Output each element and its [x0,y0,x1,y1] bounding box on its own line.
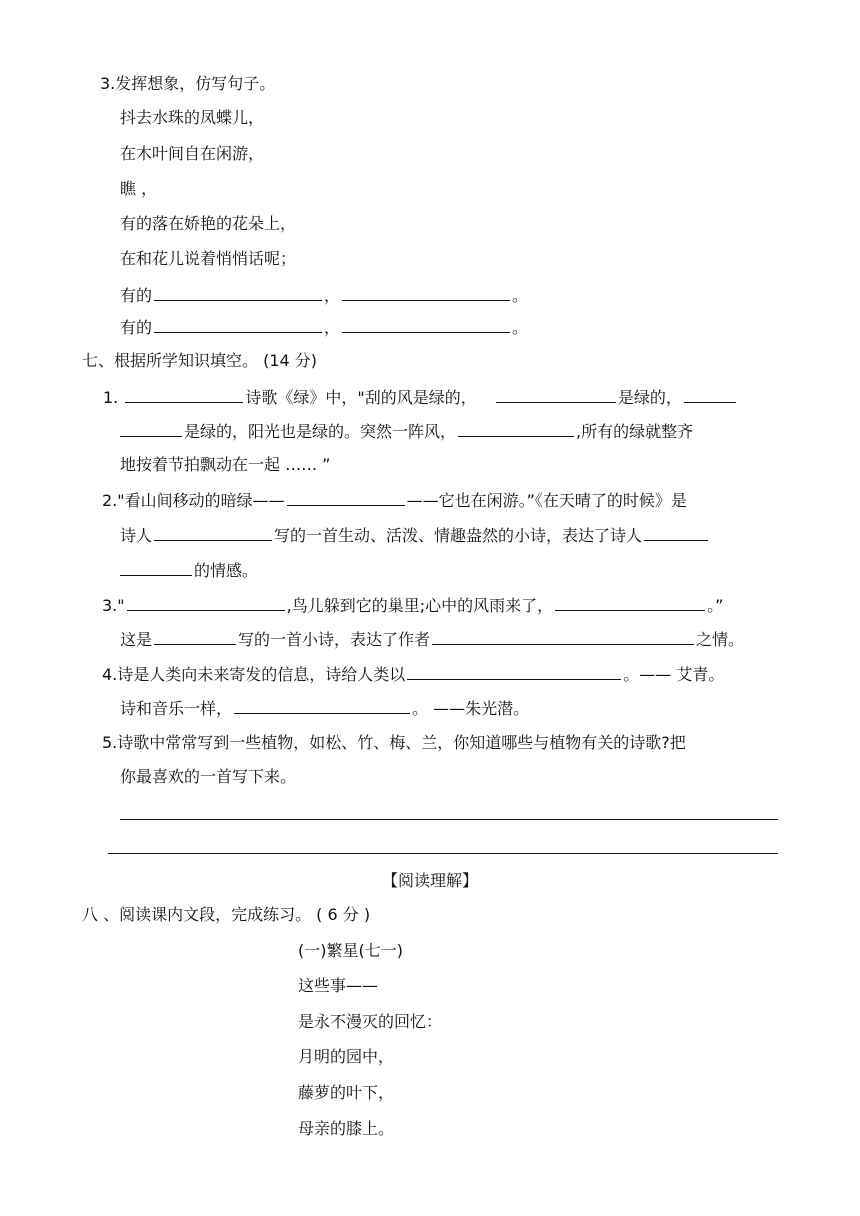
q-number: 1. [103,388,119,407]
text: 是绿的， [617,388,682,407]
poem-line-3: 月明的园中， [298,1047,395,1066]
q3-fill-row-1 [120,284,528,306]
answer-blank[interactable] [154,284,322,301]
poem-line-4: 藤萝的叶下， [298,1083,395,1102]
section-8-title: 八 、阅读课内文段，完成练习。 ( 6 分 ) [82,905,371,924]
text: 这是 [120,630,153,649]
answer-blank[interactable] [120,559,192,576]
text: ,所有的绿就整齐 [576,422,694,441]
answer-blank[interactable] [154,524,272,541]
text: 的情感。 [194,561,259,580]
answer-blank[interactable] [127,594,285,611]
text: ,鸟儿躲到它的巢里;心中的风雨来了， [286,596,554,615]
poem-line-2: 是永不漫灭的回忆： [298,1012,443,1031]
answer-blank[interactable] [342,284,510,301]
s7-q5-line-2: 你最喜欢的一首写下来。 [120,767,297,786]
text: 写的一首小诗，表达了作者 [238,630,431,649]
poem-title: (一)繁星(七一) [298,941,403,960]
text: 。” [707,596,724,615]
s7-q4-line-2 [120,697,529,719]
answer-blank[interactable] [496,386,616,403]
poem-line-1: 这些事—— [298,976,379,995]
s7-q5-line-1: 5.诗歌中常常写到一些植物，如松、竹、梅、兰，你知道哪些与植物有关的诗歌?把 [102,733,686,752]
text: 是绿的，阳光也是绿的。突然一阵风， [184,422,457,441]
s7-q2-line-1 [102,489,687,511]
poem-line-5: 母亲的膝上。 [298,1119,395,1138]
s7-q3-line-1 [102,594,723,616]
s7-q2-line-3 [120,559,258,581]
answer-blank[interactable] [644,524,708,541]
answer-blank[interactable] [154,628,236,645]
s7-q3-line-2 [120,628,744,650]
text: ——它也在闲游。”《在天晴了的时候》是 [406,491,687,510]
answer-blank[interactable] [684,386,736,403]
youde-label: 有的 [120,286,153,305]
text: 诗和音乐一样， [120,699,233,718]
comma: ， [324,286,341,305]
answer-line[interactable] [120,819,778,820]
q3-title: 3.发挥想象，仿写句子。 [100,74,276,93]
q3-line-3: 瞧 ， [120,179,158,198]
answer-blank[interactable] [432,628,694,645]
answer-blank[interactable] [120,420,182,437]
s7-q1-line-2 [120,420,693,442]
answer-blank[interactable] [234,697,410,714]
s7-q1-line-3: 地按着节拍飘动在一起 …… ” [120,455,331,474]
s7-q2-line-2 [120,524,710,546]
period: 。 [512,318,529,337]
answer-blank[interactable] [125,386,243,403]
text: 。 ——朱光潜。 [412,699,530,718]
text: 2."看山间移动的暗绿—— [102,491,285,510]
q3-line-4: 有的落在娇艳的花朵上， [120,214,297,233]
answer-blank[interactable] [342,316,510,333]
period: 。 [512,286,529,305]
youde-label: 有的 [120,318,153,337]
text: 之情。 [696,630,745,649]
text: 诗人 [120,526,153,545]
q3-line-1: 抖去水珠的凤蝶儿， [120,108,265,127]
answer-blank[interactable] [154,316,322,333]
s7-q4-line-1 [102,663,724,685]
text: 诗歌《绿》中，"刮的风是绿的， [245,388,477,407]
s7-q1-line-1 [103,386,738,408]
text: 3." [102,596,125,615]
answer-blank[interactable] [458,420,574,437]
text: 写的一首生动、活泼、情趣盎然的小诗，表达了诗人 [274,526,643,545]
reading-heading: 【阅读理解】 [381,871,478,890]
answer-blank[interactable] [555,594,705,611]
text: 4.诗是人类向未来寄发的信息，诗给人类以 [102,665,406,684]
answer-blank[interactable] [407,663,621,680]
q3-line-2: 在木叶间自在闲游， [120,144,265,163]
q3-fill-row-2 [120,316,528,338]
section-7-title: 七、根据所学知识填空。 (14 分) [82,351,318,370]
answer-blank[interactable] [287,489,405,506]
comma: ， [324,318,341,337]
q3-line-5: 在和花儿说着悄悄话呢； [120,249,297,268]
text: 。—— 艾青。 [623,665,725,684]
answer-line[interactable] [108,853,778,854]
